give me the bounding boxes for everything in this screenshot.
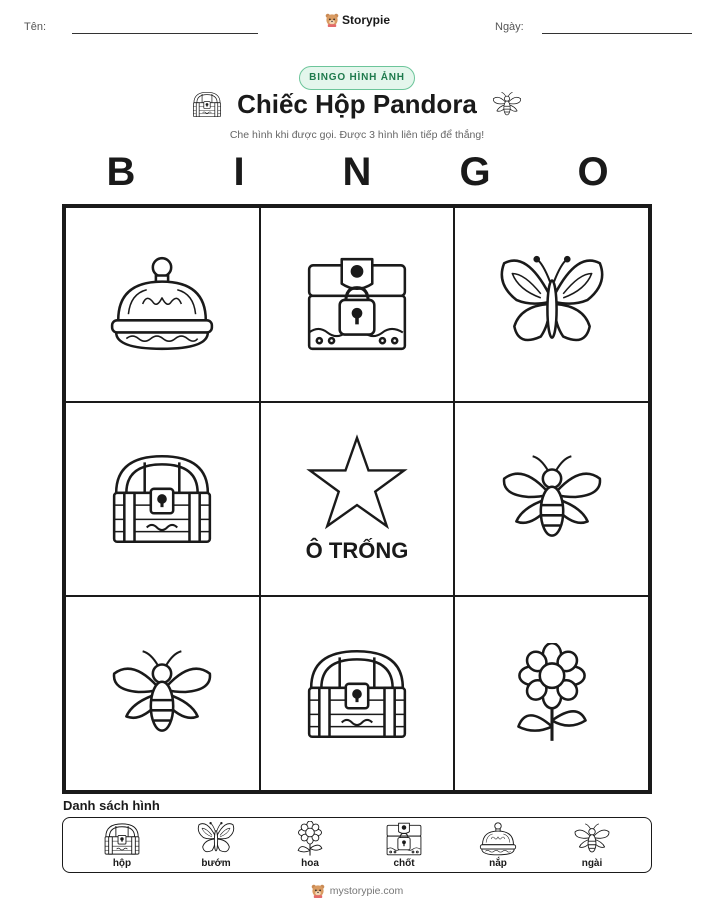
instructions: Che hình khi được gọi. Được 3 hình liên tiếp để thắng! xyxy=(229,129,485,141)
bingo-letter: G xyxy=(459,150,491,194)
word-list-title: Danh sách hình xyxy=(63,798,160,813)
bingo-cell[interactable] xyxy=(454,596,649,791)
footer xyxy=(0,884,714,898)
bee-icon xyxy=(572,821,612,857)
locked-chest-icon xyxy=(301,253,413,355)
word-list xyxy=(62,817,652,873)
list-item xyxy=(102,821,142,869)
page-title: Chiếc Hộp Pandora xyxy=(237,89,477,119)
bingo-letter: N xyxy=(342,150,372,194)
list-item xyxy=(384,821,424,869)
date-label: Ngày: xyxy=(495,21,524,33)
bingo-cell[interactable] xyxy=(454,207,649,402)
bingo-letter: I xyxy=(233,150,245,194)
bear-icon xyxy=(325,13,339,27)
ornate-lid-icon xyxy=(478,821,518,857)
bingo-cell[interactable] xyxy=(65,207,260,402)
list-item-label: bướm xyxy=(201,858,231,869)
list-item xyxy=(290,821,330,869)
list-item-label: nắp xyxy=(489,858,507,869)
ornate-lid-icon xyxy=(106,253,218,355)
bee-icon xyxy=(106,643,218,745)
title-row xyxy=(0,89,714,120)
bingo-grid xyxy=(62,204,652,794)
list-item xyxy=(196,821,236,869)
flower-icon xyxy=(496,643,608,745)
bingo-cell[interactable] xyxy=(65,596,260,791)
category-badge: BINGO HÌNH ẢNH xyxy=(299,66,415,90)
brand-name: Storypie xyxy=(342,13,391,27)
footer-url[interactable]: mystorypie.com xyxy=(329,885,404,897)
flower-icon xyxy=(290,821,330,857)
bingo-cell[interactable] xyxy=(454,402,649,597)
list-item xyxy=(572,821,612,869)
free-space-label: Ô TRỐNG xyxy=(305,537,409,563)
bear-icon xyxy=(311,884,325,898)
butterfly-icon xyxy=(496,253,608,355)
locked-chest-icon xyxy=(384,821,424,857)
bingo-cell[interactable] xyxy=(260,596,455,791)
bingo-letters xyxy=(62,150,652,195)
treasure-chest-icon xyxy=(102,821,142,857)
list-item xyxy=(478,821,518,869)
list-item-label: chốt xyxy=(393,858,415,869)
treasure-chest-icon xyxy=(191,90,223,119)
free-space-cell[interactable] xyxy=(260,402,455,597)
list-item-label: hoa xyxy=(301,858,319,869)
name-line[interactable] xyxy=(72,33,258,34)
bingo-cell[interactable] xyxy=(65,402,260,597)
bee-icon xyxy=(491,90,523,119)
star-icon xyxy=(304,434,410,530)
date-line[interactable] xyxy=(542,33,692,34)
bingo-letter: B xyxy=(106,150,136,194)
list-item-label: ngài xyxy=(581,858,603,869)
brand-logo xyxy=(325,13,390,27)
name-label: Tên: xyxy=(24,21,47,33)
butterfly-icon xyxy=(196,821,236,857)
bee-icon xyxy=(496,448,608,550)
bingo-letter: O xyxy=(577,150,609,194)
treasure-chest-icon xyxy=(106,448,218,550)
bingo-cell[interactable] xyxy=(260,207,455,402)
list-item-label: hộp xyxy=(112,858,132,869)
treasure-chest-icon xyxy=(301,643,413,745)
